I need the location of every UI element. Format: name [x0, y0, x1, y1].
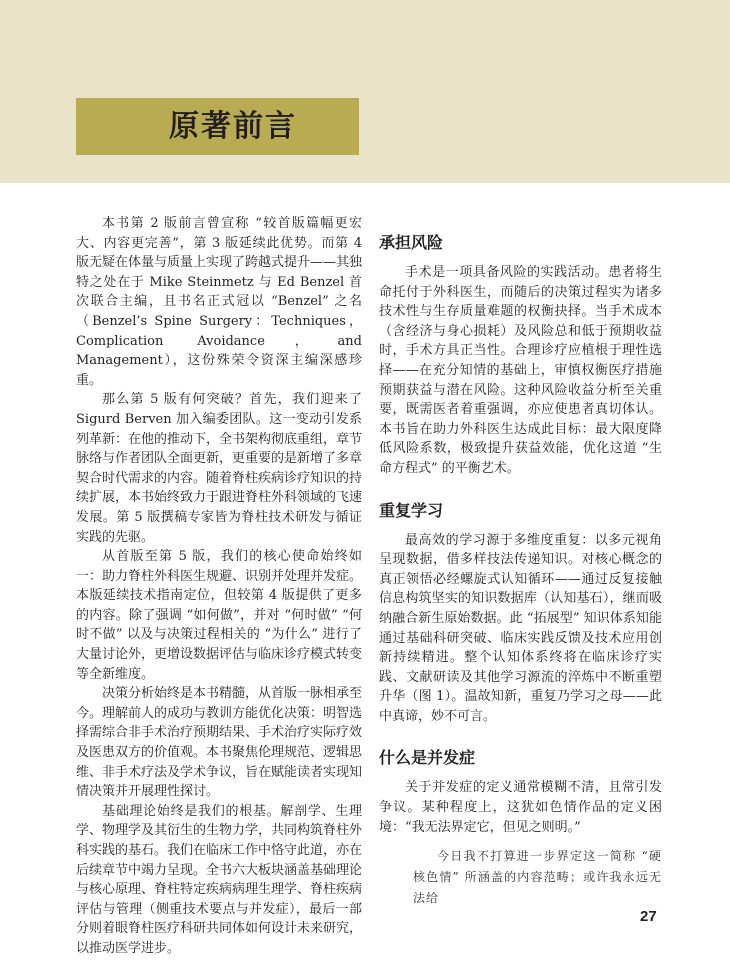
section-heading-risk: 承担风险: [379, 233, 444, 252]
left-column: [76, 214, 362, 959]
section-heading-repetition: 重复学习: [379, 500, 444, 520]
page-title: 原著前言: [169, 109, 297, 144]
paragraph: 最高效的学习源于多维度重复：以多元视角呈现数据，借多样技法传递知识。对核心概念的真正领悟必经螺旋式认知循环——通过反复接触信息构筑坚实的知识数据库（认知基石），继而吸纳融合新生原始数据。此 “拓展型” 知识体系知能通过基础科研突破、临床实践反馈及技术应用创新持续精进。整个认知体系终将在临床诊疗实践、文献研读及其他学习源流的淬炼中不断重塑升华（图 1）。温故知新，重复乃学习之母——此中真谛，妙不可言。: [379, 532, 662, 724]
header-band: [0, 0, 730, 183]
section-body-risk: [379, 263, 662, 479]
quote-text: 今日我不打算进一步界定这一简称 “硬核色情” 所涵盖的内容范畴；或许我永远无法给: [413, 849, 662, 906]
paragraph: 基础理论始终是我们的根基。解剖学、生理学、物理学及其衍生的生物力学，共同构筑脊柱外科实践的基石。我们在临床工作中恪守此道，亦在后续章节中竭力呈现。全书六大板块涵盖基础理论与核心原理、脊柱特定疾病病理生理学、脊柱疾病评估与管理（侧重技术要点与并发症），最后一部分则着眼脊柱医疗科研共同体如何设计未来研究，以推动医学进步。: [76, 803, 363, 956]
paragraph: 本书第 2 版前言曾宣称 “较首版篇幅更宏大、内容更完善”，第 3 版延续此优势。而第 4 版无疑在体量与质量上实现了跨越式提升——其独特之处在于 Mike Steinmetz 与 Ed Benzel 首次联合主编，且书名正式冠以 “Benzel” 之名（Benzel’s Spine Surgery：Techniques，Complication Avoidance，and Management），这份殊荣令资深主编深感珍重。: [76, 216, 363, 388]
paragraph: 关于并发症的定义通常模糊不清，且常引发争议。某种程度上，这犹如色情作品的定义困境：“我无法界定它，但见之则明。”: [379, 780, 662, 835]
block-quote: [379, 846, 662, 909]
paragraph: 那么第 5 版有何突破？首先，我们迎来了 Sigurd Berven 加入编委团队。这一变动引发系列革新：在他的推动下，全书架构彻底重组，章节脉络与作者团队全面更新，更重要的是新增了多章契合时代需求的内容。随着脊柱疾病诊疗知识的持续扩展，本书始终致力于跟进脊柱外科领域的飞速发展。第 5 版撰稿专家皆为脊柱技术研发与循证实践的先驱。: [76, 392, 363, 545]
right-column: [379, 231, 662, 909]
section-heading-complication: 什么是并发症: [379, 748, 476, 768]
section-body-repetition: [379, 531, 662, 727]
paragraph: 从首版至第 5 版，我们的核心使命始终如一：助力脊柱外科医生规避、识别并处理并发症。本版延续技术指南定位，但较第 4 版提供了更多的内容。除了强调 “如何做”，并对 “何时做” “何时不做” 以及与决策过程相关的 “为什么” 进行了大量讨论外，更增设数据评估与临床诊疗模式转变等全新维度。: [76, 549, 363, 682]
paragraph: 决策分析始终是本书精髓，从首版一脉相承至今。理解前人的成功与教训方能优化决策：明智选择需综合非手术治疗预期结果、手术治疗实际疗效及医患双方的价值观。本书聚焦伦理规范、逻辑思维、非手术疗法及学术争议，旨在赋能读者实现知情决策并开展理性探讨。: [76, 686, 363, 800]
paragraph: 手术是一项具备风险的实践活动。患者将生命托付于外科医生，而随后的决策过程实为诸多技术性与生存质量难题的权衡抉择。当手术成本（含经济与身心损耗）及风险总和低于预期收益时，手术方具正当性。合理诊疗应植根于理性选择——在充分知情的基础上，审慎权衡医疗措施预期获益与潜在风险。这种风险收益分析至关重要，既需医者着重强调，亦应使患者真切体认。本书旨在助力外科医生达成此目标：最大限度降低风险系数，极致提升获益效能，优化这道 “生命方程式” 的平衡艺术。: [379, 265, 662, 476]
title-block: [76, 98, 359, 155]
page-number: 27: [640, 908, 657, 925]
section-body-complication: [379, 778, 662, 837]
